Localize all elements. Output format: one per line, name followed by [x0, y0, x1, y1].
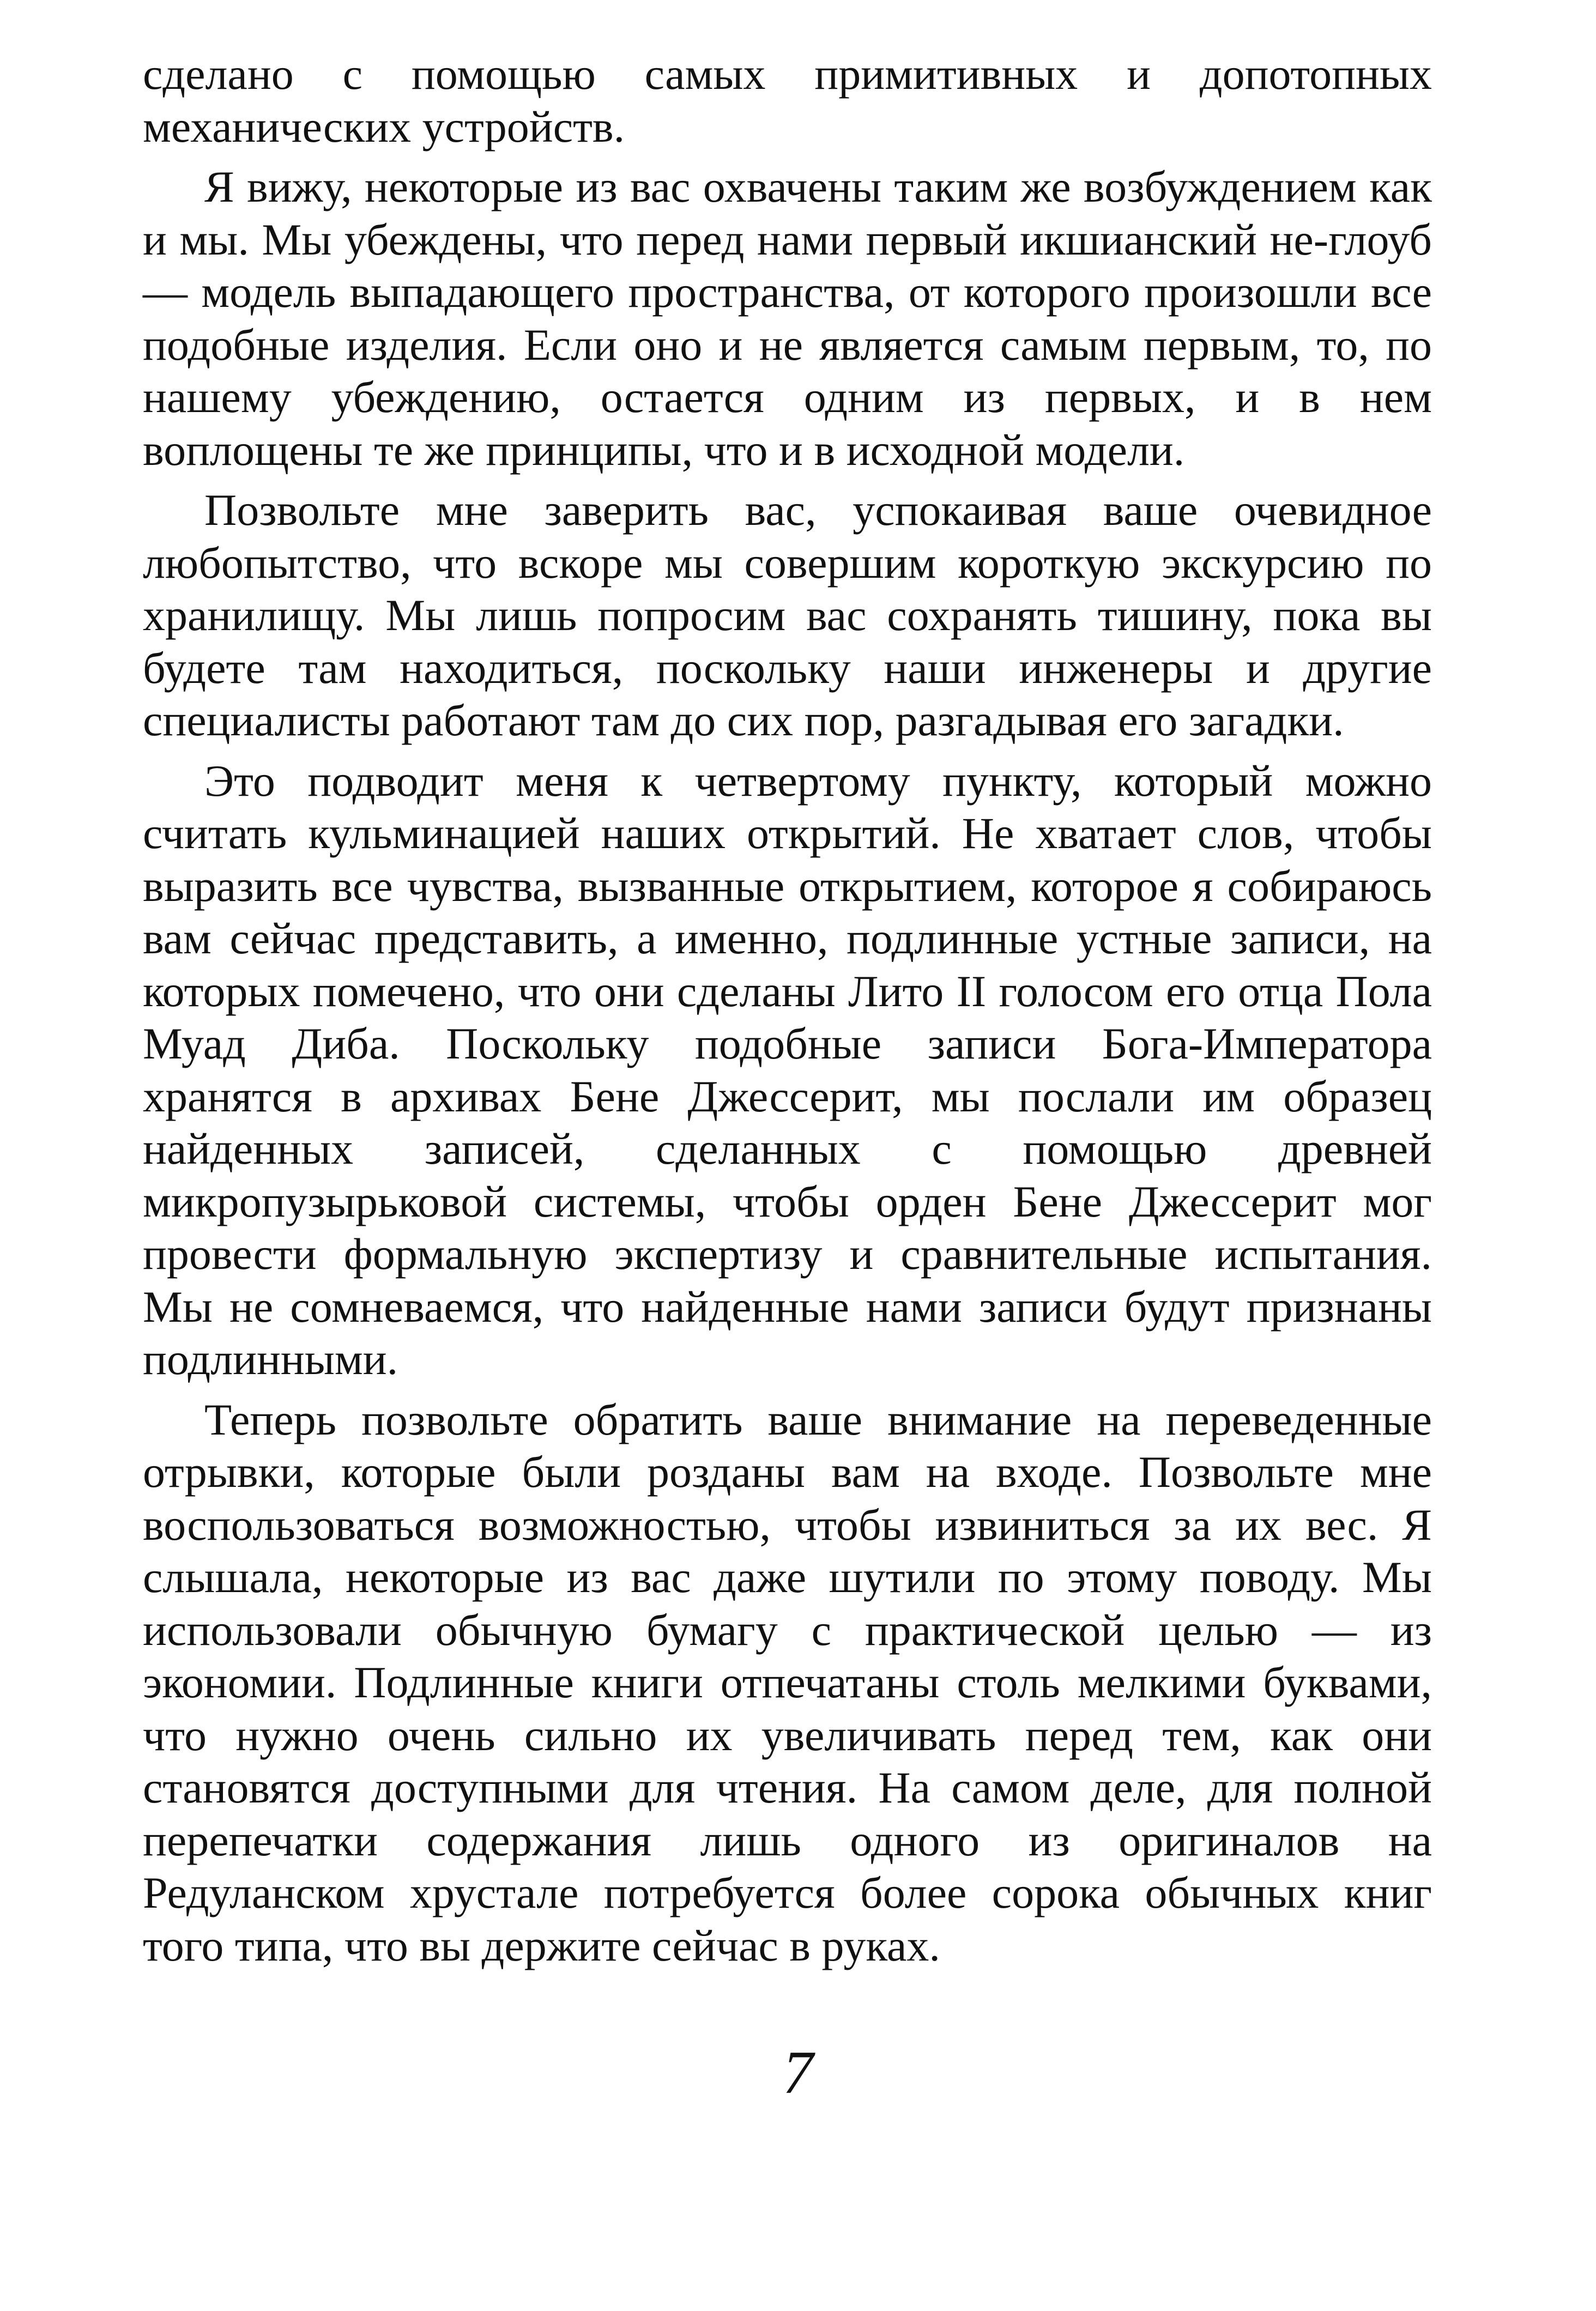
page-number: 7 — [783, 2039, 813, 2107]
paragraph-continuation: сделано с помощью самых примитивных и допотопных механических устройств. — [143, 49, 1432, 152]
paragraph: Теперь позвольте обратить ваше внимание на переведенные отрывки, которые были розданы вам на входе. Позвольте мне воспользоваться возможностью, чтобы извиниться за их вес. Я слышала, некоторые из вас даже шутили по этому поводу. Мы использовали обычную бумагу с практической целью — из экономии. Подлинные книги отпечатаны столь мелкими буквами, что нужно очень сильно их увеличивать перед тем, как они становятся доступными для чтения. На самом деле, для полной перепечатки содержания лишь одного из оригиналов на Редуланском хрустале потребуется более сорока обычных книг того типа, что вы держите сейчас в руках. — [143, 1394, 1432, 1970]
paragraph: Это подводит меня к четвертому пункту, который можно считать кульминацией наших открытий. Не хватает слов, чтобы выразить все чувства, вызванные открытием, которое я собираюсь вам сейчас представить, а именно, подлинные устные записи, на которых помечено, что они сделаны Лито II голосом его отца Пола Муад Диба. Поскольку подобные записи Бога-Императора хранятся в архивах Бене Джессерит, мы послали им образец найденных записей, сделанных с помощью древней микропузырьковой системы, чтобы орден Бене Джессерит мог провести формальную экспертизу и сравнительные испытания. Мы не сомневаемся, что найденные нами записи будут признаны подлинными. — [143, 755, 1432, 1384]
body-text — [143, 48, 1432, 1980]
paragraph: Я вижу, некоторые из вас охвачены таким же возбуждением как и мы. Мы убеждены, что перед нами первый икшианский не-глоуб — модель выпадающего пространства, от которого произошли все подобные изделия. Если оно и не является самым первым, то, по нашему убеждению, остается одним из первых, и в нем воплощены те же принципы, что и в исходной модели. — [143, 162, 1432, 475]
paragraph: Позвольте мне заверить вас, успокаивая ваше очевидное любопытство, что вскоре мы совершим короткую экскурсию по хранилищу. Мы лишь попросим вас сохранять тишину, пока вы будете там находиться, поскольку наши инженеры и другие специалисты работают там до сих пор, разгадывая его загадки. — [143, 485, 1432, 745]
